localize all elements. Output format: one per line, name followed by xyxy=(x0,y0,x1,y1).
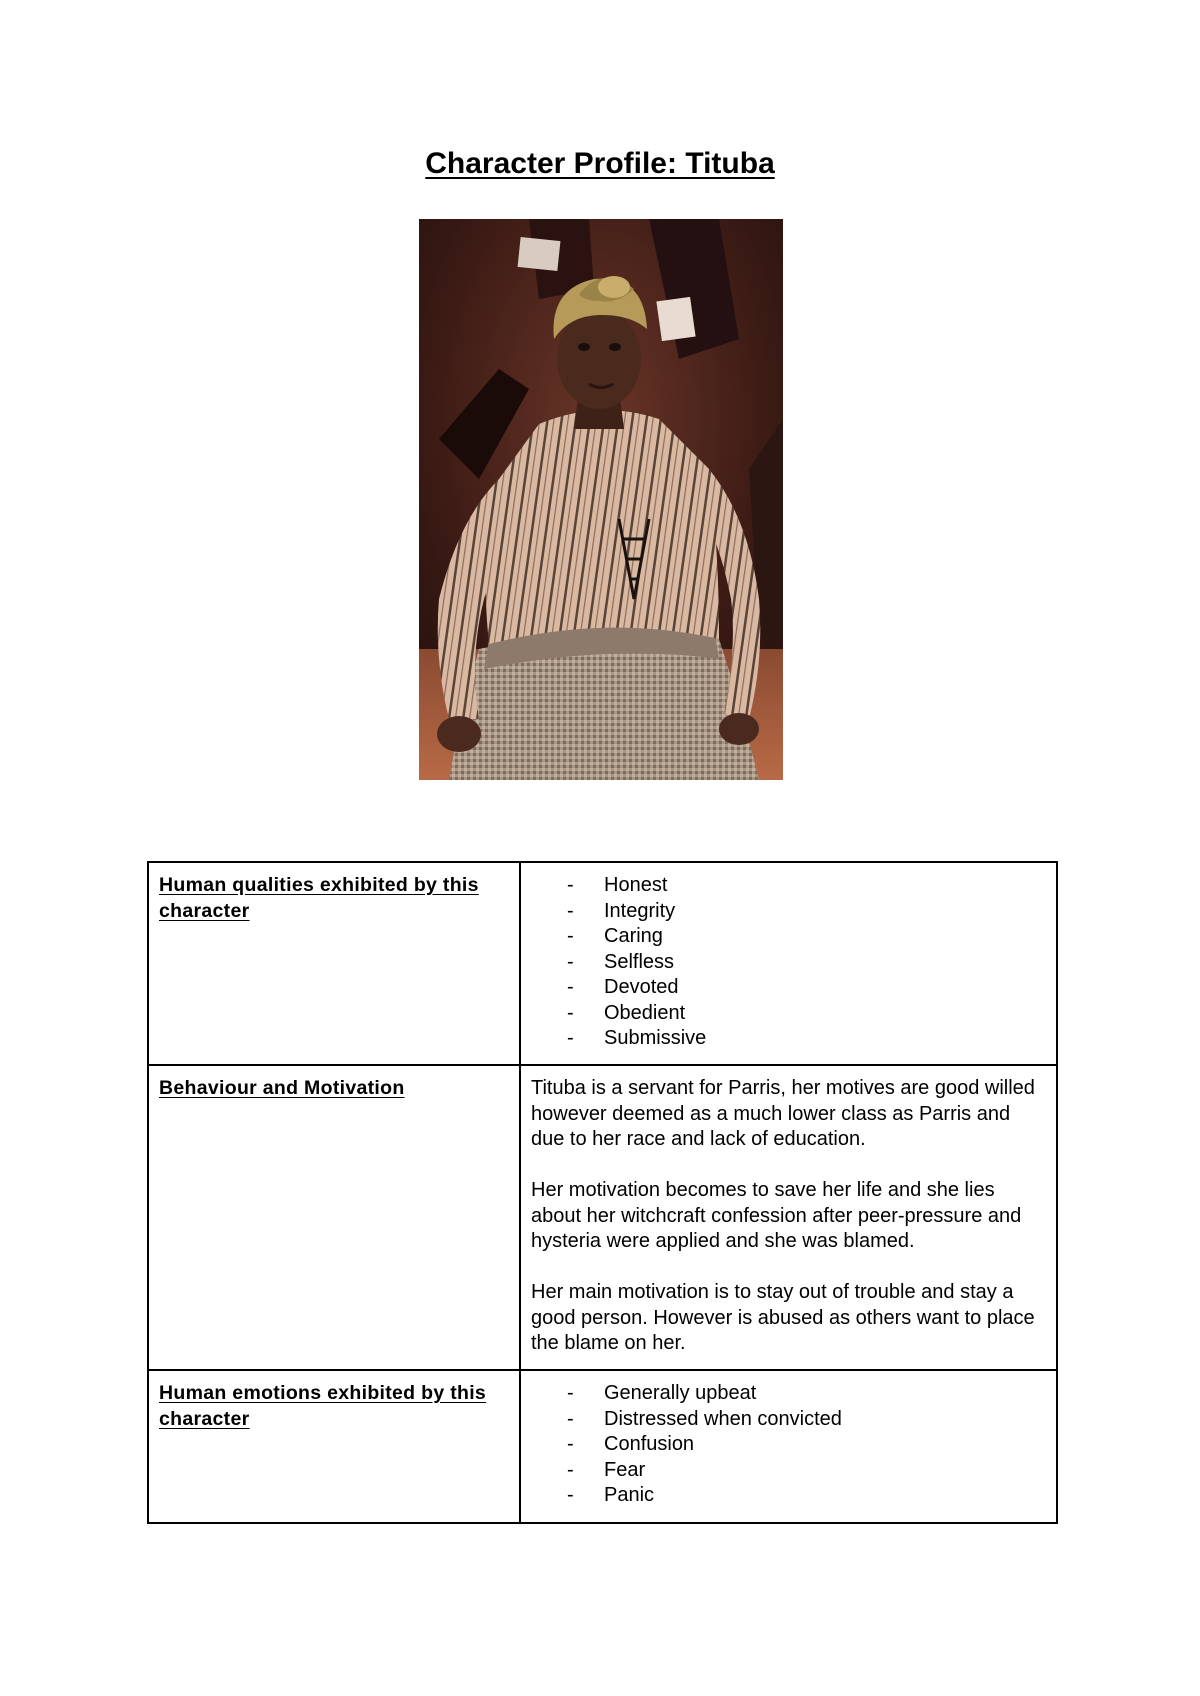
behaviour-value-cell xyxy=(520,1065,1057,1370)
profile-table xyxy=(147,861,1058,1524)
table-row xyxy=(148,1065,1057,1370)
list-item: - Caring xyxy=(567,924,1046,950)
behaviour-paragraph: Her main motivation is to stay out of trouble and stay a good person. However is abused as others want to place the blame on her. xyxy=(531,1281,1035,1354)
list-item: - Fear xyxy=(567,1458,1046,1484)
table-row xyxy=(148,862,1057,1065)
list-item: - Panic xyxy=(567,1483,1046,1509)
emotions-label-cell xyxy=(148,1370,520,1523)
list-item: - Generally upbeat xyxy=(567,1381,1046,1407)
page-title: Character Profile: Tituba xyxy=(425,147,775,180)
list-item: - Devoted xyxy=(567,975,1046,1001)
list-item: - Selfless xyxy=(567,950,1046,976)
list-item: - Integrity xyxy=(567,899,1046,925)
list-item: - Distressed when convicted xyxy=(567,1407,1046,1433)
list-item: - Submissive xyxy=(567,1026,1046,1052)
emotions-label: Human emotions exhibited by this character xyxy=(159,1382,487,1430)
list-item: - Honest xyxy=(567,873,1046,899)
behaviour-paragraph: Her motivation becomes to save her life and she lies about her witchcraft confession after peer-pressure and hysteria were applied and she was blamed. xyxy=(531,1179,1022,1252)
table-row xyxy=(148,1370,1057,1523)
qualities-label-cell xyxy=(148,862,520,1065)
behaviour-paragraph: Tituba is a servant for Parris, her motives are good willed however deemed as a much lower class as Parris and due to her race and lack of education. xyxy=(531,1077,1035,1150)
list-item: - Confusion xyxy=(567,1432,1046,1458)
emotions-list xyxy=(531,1381,1046,1509)
qualities-list xyxy=(531,873,1046,1052)
character-photo xyxy=(419,219,783,780)
list-item: - Obedient xyxy=(567,1001,1046,1027)
behaviour-label-cell xyxy=(148,1065,520,1370)
qualities-label: Human qualities exhibited by this character xyxy=(159,874,479,922)
emotions-value-cell xyxy=(520,1370,1057,1523)
behaviour-label: Behaviour and Motivation xyxy=(159,1077,405,1099)
qualities-value-cell xyxy=(520,862,1057,1065)
